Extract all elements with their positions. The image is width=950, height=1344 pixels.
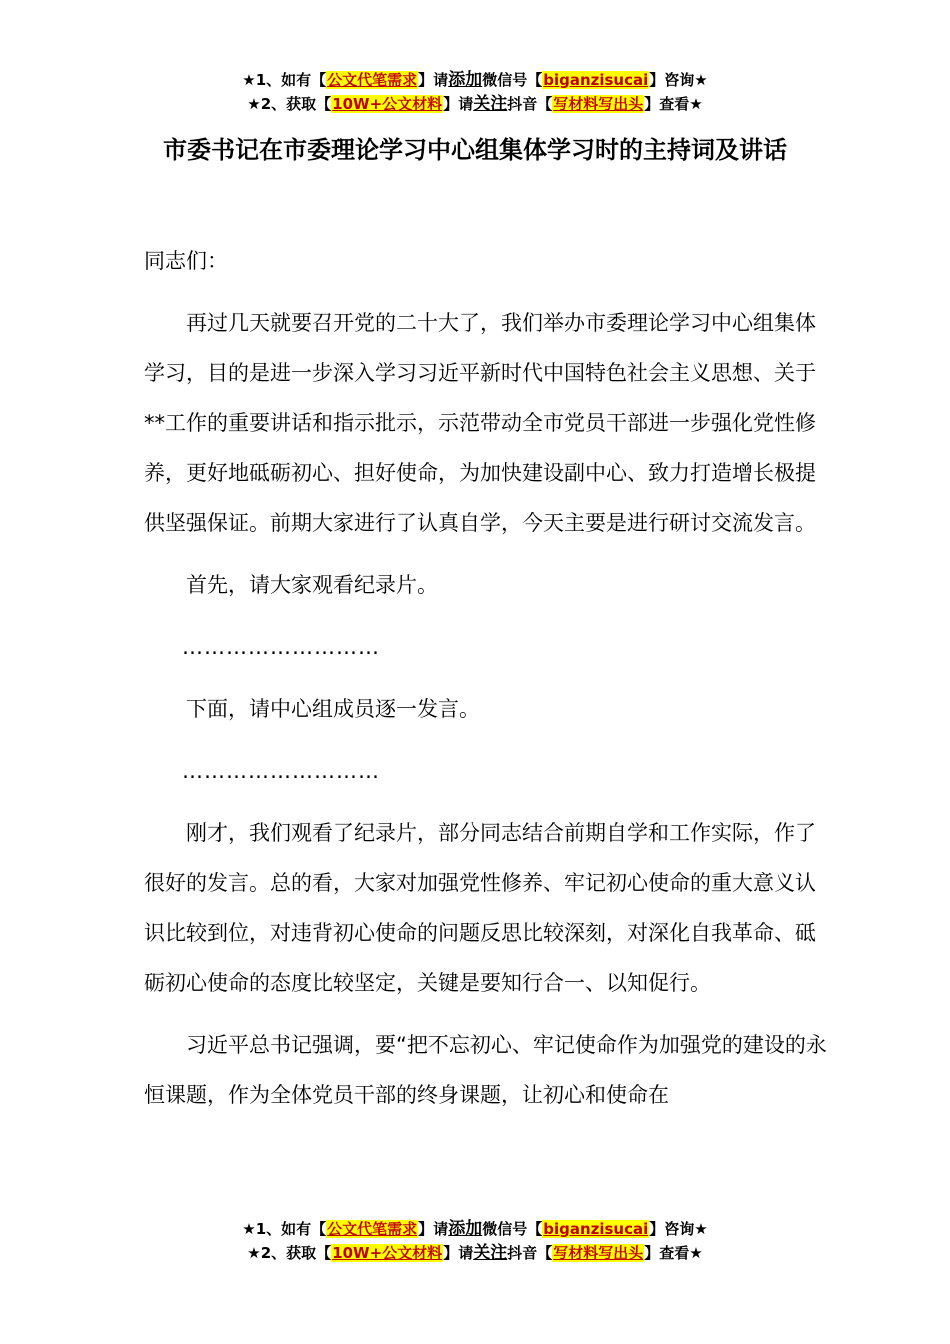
promo-highlight: biganzisucai <box>543 71 649 89</box>
document-title: 市委书记在市委理论学习中心组集体学习时的主持词及讲话 <box>163 136 787 164</box>
promo-banner-bottom <box>0 1217 950 1265</box>
paragraph: 首先，请大家观看纪录片。 <box>186 573 438 597</box>
promo-text: ★2、获取【 <box>247 1244 332 1262</box>
promo-text: 抖音【 <box>507 95 553 113</box>
promo-banner-top <box>0 68 950 116</box>
ellipsis-separator: ……………………… <box>182 759 380 783</box>
promo-text: 抖音【 <box>507 1244 553 1262</box>
promo-text: 】请 <box>418 71 449 89</box>
promo-text: ★1、如有【 <box>242 71 327 89</box>
promo-text: 】查看★ <box>644 95 703 113</box>
promo-line-2 <box>0 92 950 116</box>
promo-highlight: 公文代笔需求 <box>327 71 418 89</box>
paragraph: 再过几天就要召开党的二十大了，我们举办市委理论学习中心组集体学习，目的是进一步深入学习习近平新时代中国特色社会主义思想、关于**工作的重要讲话和指示批示，示范带动全市党员干部进一步强化党性修养，更好地砥砺初心、担好使命，为加快建设副中心、致力打造增长极提供坚强保证。前期大家进行了认真自学，今天主要是进行研讨交流发言。 <box>144 311 816 535</box>
promo-text: 微信号【 <box>482 1220 543 1238</box>
paragraph: 刚才，我们观看了纪录片，部分同志结合前期自学和工作实际，作了很好的发言。总的看，大家对加强党性修养、牢记初心使命的重大意义认识比较到位，对违背初心使命的问题反思比较深刻，对深化自我革命、砥砺初心使命的态度比较坚定，关键是要知行合一、以知促行。 <box>144 821 816 995</box>
promo-text: 】请 <box>443 95 474 113</box>
promo-text: ★1、如有【 <box>242 1220 327 1238</box>
paragraph: 下面，请中心组成员逐一发言。 <box>186 697 480 721</box>
promo-highlight: 10W+公文材料 <box>332 1244 443 1262</box>
promo-highlight: 10W+公文材料 <box>332 95 443 113</box>
promo-emphasis: 关注 <box>473 1243 508 1263</box>
promo-emphasis: 添加 <box>448 1219 483 1239</box>
promo-text: ★2、获取【 <box>247 95 332 113</box>
promo-highlight: 写材料写出头 <box>553 1244 644 1262</box>
promo-text: 】请 <box>443 1244 474 1262</box>
promo-text: 】咨询★ <box>649 71 708 89</box>
salutation: 同志们： <box>144 249 228 273</box>
promo-emphasis: 添加 <box>448 70 483 90</box>
promo-text: 】请 <box>418 1220 449 1238</box>
promo-highlight: 写材料写出头 <box>553 95 644 113</box>
promo-text: 】咨询★ <box>649 1220 708 1238</box>
promo-highlight: biganzisucai <box>543 1220 649 1238</box>
promo-text: 微信号【 <box>482 71 543 89</box>
promo-text: 】查看★ <box>644 1244 703 1262</box>
paragraph: 习近平总书记强调，要“把不忘初心、牢记使命作为加强党的建设的永恒课题，作为全体党员干部的终身课题，让初心和使命在 <box>144 1033 827 1107</box>
promo-line-1 <box>0 1217 950 1241</box>
ellipsis-separator: ……………………… <box>182 635 380 659</box>
promo-line-1 <box>0 68 950 92</box>
promo-emphasis: 关注 <box>473 94 508 114</box>
promo-highlight: 公文代笔需求 <box>327 1220 418 1238</box>
promo-line-2 <box>0 1241 950 1265</box>
document-body <box>144 236 834 1132</box>
